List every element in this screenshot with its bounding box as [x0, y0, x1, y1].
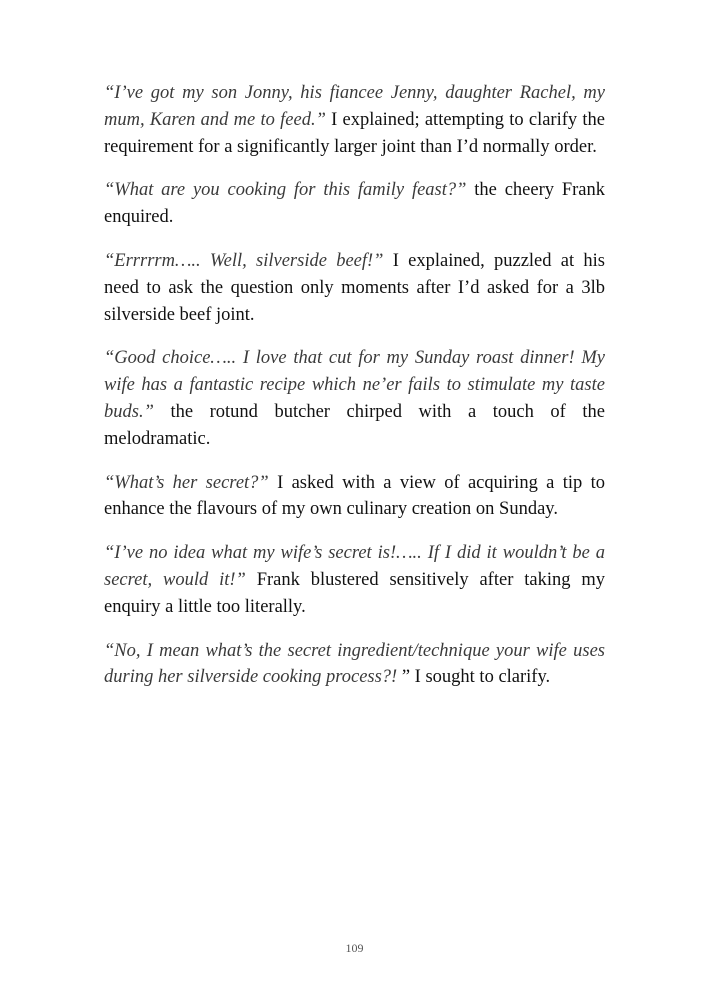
paragraph-3	[104, 248, 605, 328]
dialogue-quote: “Good choice….. I love that cut for my Sunday roast dinner! My wife has a fantastic recipe which ne’er fails to stimulate my taste buds.”	[104, 348, 605, 422]
dialogue-quote: “I’ve no idea what my wife’s secret is!….. If I did it wouldn’t be a secret, would it!”	[104, 543, 605, 590]
page-number: 109	[345, 941, 364, 955]
dialogue-quote: “What are you cooking for this family feast?”	[104, 180, 467, 201]
paragraph-7	[104, 638, 605, 692]
dialogue-quote: “What’s her secret?”	[104, 472, 269, 493]
narration-text: I asked with a view of acquiring a tip to enhance the flavours of my own culinary creation on Sunday.	[104, 472, 606, 520]
narration-text: I explained; attempting to clarify the requirement for a significantly larger joint than I’d normally order.	[104, 109, 605, 157]
narration-text: the rotund butcher chirped with a touch of the melodramatic.	[104, 401, 605, 449]
paragraph-6	[104, 540, 605, 620]
page-body	[104, 80, 605, 708]
narration-text: the cheery Frank enquired.	[104, 180, 605, 228]
paragraph-1	[104, 80, 605, 160]
narration-text: ” I sought to clarify.	[397, 667, 551, 688]
dialogue-quote: “I’ve got my son Jonny, his fiancee Jenny, daughter Rachel, my mum, Karen and me to feed.”	[104, 83, 605, 130]
dialogue-quote: “Errrrrm….. Well, silverside beef!”	[104, 250, 384, 271]
paragraph-5	[104, 470, 605, 524]
paragraph-4	[104, 345, 605, 452]
dialogue-quote: “No, I mean what’s the secret ingredient/technique your wife uses during her silverside cooking process?!	[104, 640, 605, 688]
narration-text: I explained, puzzled at his need to ask the question only moments after I’d asked for a 3lb silverside beef joint.	[104, 250, 605, 325]
paragraph-2	[104, 177, 605, 231]
narration-text: Frank blustered sensitively after taking my enquiry a little too literally.	[104, 569, 605, 617]
